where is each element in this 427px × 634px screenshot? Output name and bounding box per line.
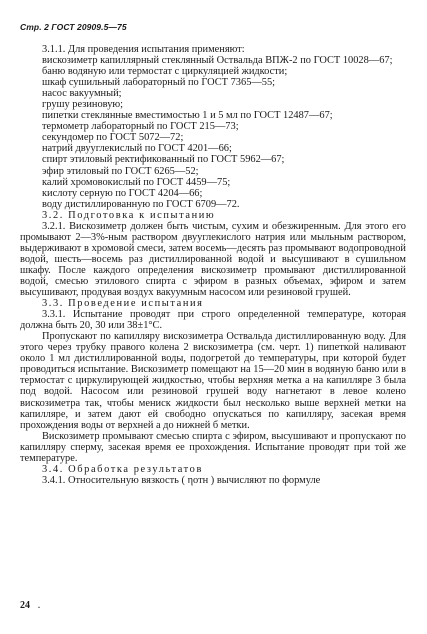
page-content	[20, 44, 406, 486]
section-3-2-title: 3.2. Подготовка к испытанию	[42, 209, 216, 221]
section-3-2-1-text: 3.2.1. Вискозиметр должен быть чистым, сухим и обезжиренным. Для этого его промывают 2—3%-ным раствором двууглекислого натрия или мыльным раствором, выдерживают в хромовой смеси, затем восемь—десять раз промывают водопроводной водой, шесть—восемь раз дистиллированной водой и высушивают в сушильном шкафу. После каждого определения вискозиметр промывают дистиллированной водой, смесью этилового спирта с эфиром в разных объемах, эфиром и затем высушивают, продувая воздух вакуумным насосом или резиновой грушей.	[20, 220, 406, 299]
equipment-item: насос вакуумный;	[42, 88, 122, 100]
page-header: Стр. 2 ГОСТ 20909.5—75	[20, 22, 127, 32]
section-3-1-1-title: 3.1.1. Для проведения испытания применяют:	[42, 44, 245, 55]
section-3-3-title: 3.3. Проведение испытания	[42, 298, 204, 310]
equipment-item: секундомер по ГОСТ 5072—72;	[42, 132, 184, 144]
equipment-item: грушу резиновую;	[42, 99, 124, 111]
equipment-item: термометр лабораторный по ГОСТ 215—73;	[42, 121, 239, 133]
equipment-item: кислоту серную по ГОСТ 4204—66;	[42, 187, 203, 199]
equipment-item: воду дистиллированную по ГОСТ 6709—72.	[42, 198, 240, 210]
equipment-item: натрий двууглекислый по ГОСТ 4201—66;	[42, 143, 232, 155]
equipment-item: пипетки стеклянные вместимостью 1 и 5 мл по ГОСТ 12487—67;	[42, 110, 333, 122]
section-3-3-1-paragraph-3: Вискозиметр промывают смесью спирта с эфиром, высушивают и пропускают по капилляру сперму, засекая время ее прохождения. Испытание проводят при той же температуре.	[20, 430, 406, 464]
equipment-item: спирт этиловый ректификованный по ГОСТ 5962—67;	[42, 154, 285, 166]
section-3-4-title: 3.4. Обработка результатов	[42, 463, 203, 475]
equipment-list	[20, 55, 406, 210]
page-number	[20, 600, 40, 611]
equipment-item: шкаф сушильный лабораторный по ГОСТ 7365—55;	[42, 77, 276, 89]
equipment-item: калий хромовокислый по ГОСТ 4459—75;	[42, 176, 231, 188]
section-3-3-1-paragraph-2: Пропускают по капилляру вискозиметра Оствальда дистиллированную воду. Для этого через трубку правого колена 2 вискозиметра (см. черт. 1) пипеткой наливают около 1 мл дистиллированной воды, подогретой до температуры, при которой будет проводиться испытание. Вискозиметр помещают на 15—20 мин в водяную баню или в термостат с циркулирующей жидкостью, чтобы верхняя метка а на капилляре 3 была под водой. Насосом или резиновой грушей воду нагнетают в левое колено вискозиметра так, чтобы мениск жидкости был несколько выше верхней метки на капилляре, и затем дают ей свободно опускаться по капилляру, засекая время прохождения воды от верхней а до нижней б метки.	[20, 331, 406, 431]
page-number-value: 24	[20, 600, 30, 611]
equipment-item: баню водяную или термостат с циркуляцией жидкости;	[42, 66, 288, 78]
section-3-3-1-text: 3.3.1. Испытание проводят при строго определенной температуре, которая должна быть 20, 30 или 38±1°С.	[20, 309, 406, 332]
section-3-4-1-text: 3.4.1. Относительную вязкость ( ηотн ) вычисляют по формуле	[42, 474, 321, 486]
equipment-item: эфир этиловый по ГОСТ 6265—52;	[42, 165, 199, 177]
page-mark: .	[38, 601, 40, 610]
equipment-item: вискозиметр капиллярный стеклянный Оствальда ВПЖ-2 по ГОСТ 10028—67;	[42, 55, 393, 67]
